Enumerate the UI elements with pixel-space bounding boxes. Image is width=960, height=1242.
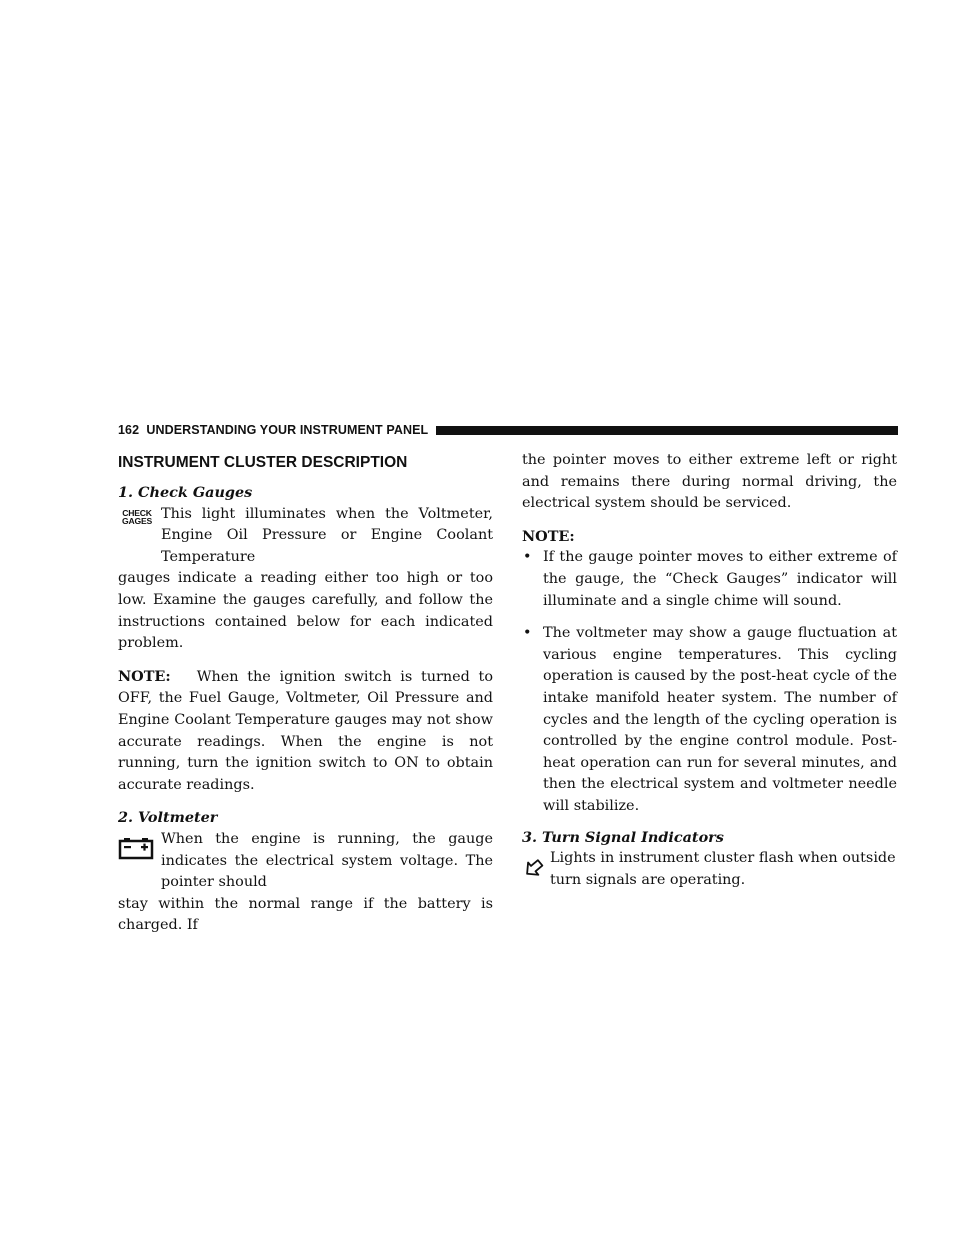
header-text xyxy=(118,423,428,437)
check-gauges-paragraph xyxy=(118,504,493,655)
note-text: When the ignition switch is turned to OFF, the Fuel Gauge, Voltmeter, Oil Pressure and Engine Coolant Temperature gauges may not show accurate readings. When the engine is not running, turn the ignition switch to ON to obtain accurate readings. xyxy=(118,668,493,793)
page-number: 162 xyxy=(118,423,140,437)
header-rule xyxy=(436,426,898,435)
note-paragraph xyxy=(118,666,493,797)
voltmeter-paragraph xyxy=(118,829,493,937)
turn-signal-heading: 3. Turn Signal Indicators xyxy=(522,828,724,846)
check-gauges-text: gauges indicate a reading either too high or too low. Examine the gauges carefully, and follow the instructions contained below for each indicated problem. xyxy=(118,570,493,652)
list-item xyxy=(522,623,897,817)
note-label: NOTE: xyxy=(118,667,171,685)
battery-icon xyxy=(118,832,156,868)
check-gauges-heading: 1. Check Gauges xyxy=(118,484,253,501)
section-title: INSTRUMENT CLUSTER DESCRIPTION xyxy=(118,454,408,471)
note-bullet-list xyxy=(522,547,897,817)
right-column xyxy=(522,450,897,902)
voltmeter-text-indented: When the engine is running, the gauge indicates the electrical system voltage. The pointer should xyxy=(161,830,493,891)
left-column xyxy=(118,450,493,948)
list-item xyxy=(522,547,897,612)
note-heading: NOTE: xyxy=(522,527,575,545)
bullet-glyph: • xyxy=(523,549,532,566)
voltmeter-text: stay within the normal range if the battery is charged. If xyxy=(118,895,493,934)
bullet-text: The voltmeter may show a gauge fluctuation at various engine temperatures. This cycling operation is caused by the post-heat cycle of the intake manifold heater system. The number of cycles and the length of the cycling operation is controlled by the engine control module. Post-heat operation can run for several minutes, and then the electrical system and voltmeter needle will stabilize. xyxy=(543,625,897,814)
check-gauges-icon: CHECK GAGES xyxy=(121,507,153,527)
turn-signal-paragraph xyxy=(522,848,897,891)
voltmeter-heading: 2. Voltmeter xyxy=(118,809,218,827)
bullet-glyph: • xyxy=(523,625,532,642)
page-header xyxy=(118,422,898,438)
section-name: UNDERSTANDING YOUR INSTRUMENT PANEL xyxy=(146,423,429,437)
check-gauges-text-indented: This light illuminates when the Voltmeter, Engine Oil Pressure or Engine Coolant Temperature xyxy=(161,505,493,565)
bullet-text: If the gauge pointer moves to either extreme of the gauge, the “Check Gauges” indicator will illuminate and a single chime will sound. xyxy=(543,549,897,609)
continued-paragraph: the pointer moves to either extreme left or right and remains there during normal driving, the electrical system should be serviced. xyxy=(522,452,897,512)
turn-signal-text: Lights in instrument cluster flash when outside turn signals are operating. xyxy=(550,850,896,888)
turn-signal-arrow-icon xyxy=(522,851,546,887)
